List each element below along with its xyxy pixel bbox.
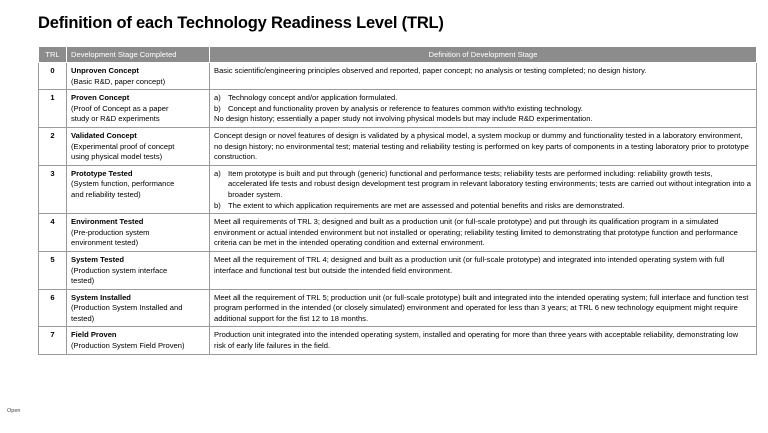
- trl-table: [38, 46, 757, 355]
- stage-name: Proven Concept: [71, 93, 130, 103]
- definition-item: Production unit integrated into the intended operating system, installed and operating for more than three years with acceptable reliability, demonstrating low risk of early life failures in the field.: [214, 330, 739, 351]
- stage-cell: [67, 127, 210, 165]
- table-row: [39, 327, 757, 354]
- definition-item: Meet all the requirement of TRL 5; production unit (or full-scale prototype) built and integrated into the intended operating system; full interface and function test program performed in the intended (or closely simulated) environment and operated for less than 3 years; at TRL 6 new technology equipment might require additional support for the fist 12 to 18 months.: [214, 292, 749, 323]
- definition-item: [214, 201, 752, 212]
- definition-item: [214, 104, 752, 115]
- item-marker: b): [214, 103, 221, 113]
- stage-name: Environment Tested: [71, 217, 144, 227]
- trl-level: 2: [39, 127, 67, 165]
- stage-name: System Installed: [71, 292, 131, 302]
- stage-detail: (Experimental proof of concept: [71, 141, 175, 151]
- stage-detail: tested): [71, 313, 95, 323]
- stage-detail: (Basic R&D, paper concept): [71, 76, 166, 86]
- stage-detail: environment tested): [71, 238, 139, 248]
- definition-cell: [210, 127, 757, 165]
- table-row: [39, 251, 757, 289]
- trl-level: 7: [39, 327, 67, 354]
- stage-cell: [67, 63, 210, 90]
- stage-name: Prototype Tested: [71, 168, 133, 178]
- definition-item: Concept design or novel features of design is validated by a physical model, a system mockup or dummy and functionality tested in a laboratory environment, no design history; no environmental test; material testing and reliability testing is performed on key parts of components in a testing laboratory prior to prototype construction.: [214, 130, 749, 162]
- stage-cell: [67, 165, 210, 213]
- stage-cell: [67, 214, 210, 252]
- stage-name: Validated Concept: [71, 130, 137, 140]
- table-row: [39, 63, 757, 90]
- trl-level: 0: [39, 63, 67, 90]
- trl-level: 4: [39, 214, 67, 252]
- table-row: [39, 289, 757, 327]
- definition-item: Meet all requirements of TRL 3; designed and built as a production unit (or full-scale prototype) and put through its qualification program in a simulated environment or actual intended environment but not installed or operating; reliability testing limited to demonstrating that prototype function and performance criteria can be met in the intended operating condition and external environment.: [214, 217, 738, 248]
- stage-detail: (Production system interface: [71, 265, 168, 275]
- stage-detail: (Pre-production system: [71, 227, 150, 237]
- table-row: [39, 90, 757, 128]
- trl-level: 3: [39, 165, 67, 213]
- definition-cell: [210, 289, 757, 327]
- stage-name: System Tested: [71, 254, 125, 264]
- definition-item: [214, 93, 752, 104]
- stage-detail: and reliability tested): [71, 189, 141, 199]
- definition-cell: [210, 165, 757, 213]
- stage-detail: tested): [71, 276, 95, 286]
- stage-detail: using physical model tests): [71, 152, 163, 162]
- item-text: Concept and functionality proven by analysis or reference to features common with/to existing technology.: [228, 103, 583, 113]
- stage-cell: [67, 327, 210, 354]
- definition-cell: [210, 327, 757, 354]
- stage-cell: [67, 90, 210, 128]
- item-text: Technology concept and/or application formulated.: [228, 93, 398, 103]
- trl-level: 6: [39, 289, 67, 327]
- definition-cell: [210, 90, 757, 128]
- definition-item: Meet all the requirement of TRL 4; designed and built as a production unit (or full-scale prototype) and integrated into intended operating system with full interface and functional test but outside the intended field environment.: [214, 254, 725, 275]
- trl-level: 5: [39, 251, 67, 289]
- page-title: Definition of each Technology Readiness Level (TRL): [38, 14, 444, 32]
- stage-name: Field Proven: [71, 330, 117, 340]
- table-header-row: [39, 47, 757, 63]
- header-definition: Definition of Development Stage: [210, 47, 757, 63]
- definition-cell: [210, 63, 757, 90]
- trl-level: 1: [39, 90, 67, 128]
- definition-cell: [210, 251, 757, 289]
- header-stage: Development Stage Completed: [67, 47, 210, 63]
- stage-cell: [67, 289, 210, 327]
- header-trl: TRL: [39, 47, 67, 63]
- stage-detail: (Proof of Concept as a paper: [71, 103, 169, 113]
- definition-item: Basic scientific/engineering principles observed and reported, paper concept; no analysis or testing completed; no design history.: [214, 66, 647, 75]
- definition-item: No design history; essentially a paper study not involving physical models but may include R&D experimentation.: [214, 114, 593, 124]
- stage-detail: (Production System Field Proven): [71, 341, 185, 351]
- item-text: The extent to which application requirements are met are assessed and potential benefits and risks are demonstrated.: [228, 200, 625, 210]
- definition-item: [214, 169, 752, 201]
- item-marker: a): [214, 93, 221, 103]
- item-marker: a): [214, 168, 221, 178]
- table-body: [39, 63, 757, 355]
- stage-detail: study or R&D experiments: [71, 114, 160, 124]
- definition-cell: [210, 214, 757, 252]
- item-marker: b): [214, 200, 221, 210]
- stage-detail: (Production System Installed and: [71, 303, 183, 313]
- stage-cell: [67, 251, 210, 289]
- stage-detail: (System function, performance: [71, 179, 175, 189]
- table-row: [39, 127, 757, 165]
- stage-name: Unproven Concept: [71, 66, 139, 75]
- table-row: [39, 214, 757, 252]
- item-text: Item prototype is built and put through (generic) functional and performance tests; reliability tests are performed including: reliability growth tests, accelerated life tests and robust design development test program in relevant laboratory testing environments; tests are carried out without integration into a broader system.: [228, 168, 751, 199]
- classification-label: Open: [7, 408, 21, 414]
- table-row: [39, 165, 757, 213]
